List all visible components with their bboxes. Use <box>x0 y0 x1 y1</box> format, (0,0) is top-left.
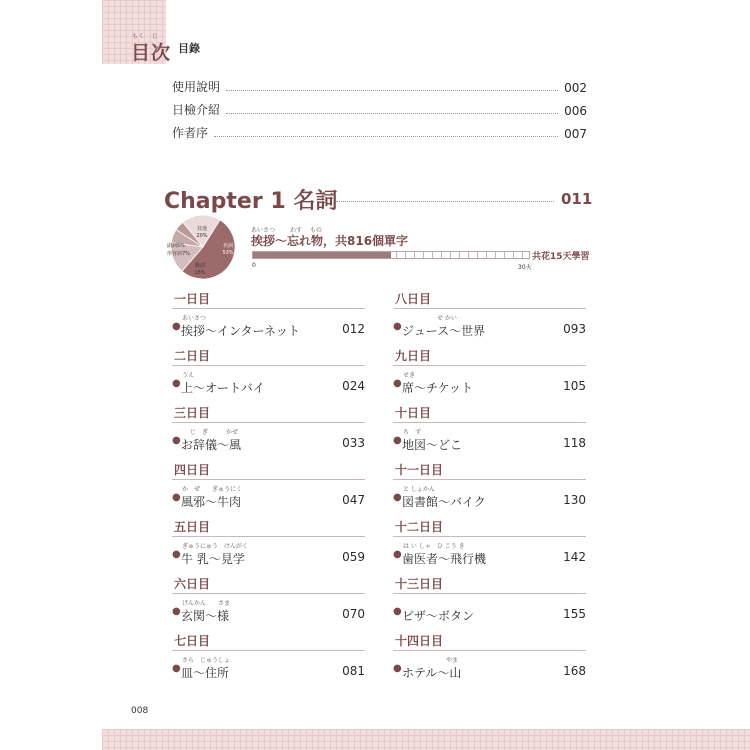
range-ruby-2: わす <box>290 227 303 234</box>
bullet-icon: ● <box>172 435 181 446</box>
leader-dots <box>226 90 558 91</box>
day-block <box>172 290 365 338</box>
day-entry-range: 図書館～バイク <box>402 495 486 509</box>
entry-ruby: と しょかん <box>403 486 435 493</box>
day-title: 四日目 <box>174 463 211 477</box>
day-entry[interactable] <box>393 315 586 338</box>
day-title: 十日目 <box>395 406 432 420</box>
entry-ruby: せ かい <box>437 315 457 322</box>
title-ruby-1: もく <box>132 33 145 40</box>
day-entry-page: 033 <box>342 436 365 450</box>
title-ruby-2: じ <box>152 33 159 40</box>
day-entry-page: 070 <box>342 607 365 621</box>
day-divider <box>172 650 365 651</box>
bullet-icon: ● <box>172 549 181 560</box>
day-divider <box>393 650 586 651</box>
day-block <box>172 632 365 680</box>
pie-value-verb: 16% <box>194 270 206 276</box>
pie-label-noun: 名詞 <box>222 243 234 249</box>
day-entry-range: 風邪～牛肉 <box>181 495 242 509</box>
day-entry-page: 093 <box>563 322 586 336</box>
day-divider <box>172 308 365 309</box>
entry-ruby: げんかん さま <box>182 600 231 607</box>
day-entry-range: 挨拶～インターネット <box>181 324 300 338</box>
day-block <box>393 575 586 623</box>
day-divider <box>172 479 365 480</box>
progress-scale-start: 0 <box>252 262 256 269</box>
pie-label-adjective: 形容詞7% <box>167 251 190 257</box>
day-title: 十一日目 <box>395 463 444 477</box>
bullet-icon: ● <box>172 663 181 674</box>
day-entry[interactable] <box>393 657 586 680</box>
day-block <box>172 404 365 452</box>
day-entry-range: 上～オートバイ <box>181 381 265 395</box>
bottom-pattern-strip <box>102 729 750 750</box>
day-block <box>393 632 586 680</box>
entry-ruby: うえ <box>182 372 195 379</box>
day-title: 十三日目 <box>395 577 444 591</box>
day-divider <box>393 479 586 480</box>
day-entry[interactable] <box>172 315 365 338</box>
pie-label-verb: 動詞 <box>194 263 206 269</box>
day-entry[interactable] <box>393 543 586 566</box>
day-entry[interactable] <box>172 486 365 509</box>
day-divider <box>393 308 586 309</box>
day-block <box>393 461 586 509</box>
day-entry-page: 081 <box>342 664 365 678</box>
bullet-icon: ● <box>172 492 181 503</box>
front-matter-row[interactable] <box>172 123 587 141</box>
day-title: 十四日目 <box>395 634 444 648</box>
progress-scale-end: 30天 <box>518 264 532 271</box>
day-entry-page: 024 <box>342 379 365 393</box>
day-entry-range: 皿～住所 <box>181 666 230 680</box>
entry-ruby: さら じゅうしょ <box>182 657 231 664</box>
bullet-icon: ● <box>393 663 402 674</box>
page-number: 008 <box>131 706 149 716</box>
day-entry[interactable] <box>172 600 365 623</box>
front-matter-label: 日檢介紹 <box>172 103 221 117</box>
day-title: 九日目 <box>395 349 432 363</box>
entry-ruby: ぎゅうにゅう けんがく <box>182 543 248 550</box>
range-ruby-1: あいさつ <box>251 227 276 234</box>
day-block <box>172 461 365 509</box>
day-entry-range: ホテル～山 <box>402 666 462 680</box>
day-block <box>393 404 586 452</box>
day-title: 三日目 <box>174 406 211 420</box>
day-entry-page: 142 <box>563 550 586 564</box>
day-divider <box>393 536 586 537</box>
day-block <box>393 290 586 338</box>
day-divider <box>393 593 586 594</box>
day-entry-page: 012 <box>342 322 365 336</box>
front-matter-page: 002 <box>564 81 587 95</box>
day-divider <box>172 593 365 594</box>
leader-dots <box>214 136 558 137</box>
entry-ruby: は い しゃ ひ こう き <box>403 543 465 550</box>
day-divider <box>393 365 586 366</box>
page-title: 目次 <box>131 42 172 64</box>
chapter-leader-dots <box>336 201 554 202</box>
day-entry[interactable] <box>393 429 586 452</box>
day-entry[interactable] <box>393 607 586 623</box>
study-progress-fill <box>253 252 391 258</box>
word-class-pie-chart <box>160 213 246 283</box>
day-entry-range: 席～チケット <box>402 381 473 395</box>
day-entry-page: 105 <box>563 379 586 393</box>
day-entry-page: 130 <box>563 493 586 507</box>
day-entry[interactable] <box>172 657 365 680</box>
day-title: 十二日目 <box>395 520 444 534</box>
bullet-icon: ● <box>393 378 402 389</box>
day-block <box>393 347 586 395</box>
day-entry-page: 059 <box>342 550 365 564</box>
front-matter-row[interactable] <box>172 77 587 95</box>
pie-value-other: 20% <box>196 233 208 239</box>
day-entry-range: ピザ～ボタン <box>402 609 475 623</box>
day-entry[interactable] <box>172 429 365 452</box>
bullet-icon: ● <box>172 378 181 389</box>
front-matter-row[interactable] <box>172 100 587 118</box>
entry-ruby: じ ぎ かぜ <box>190 429 239 436</box>
day-divider <box>172 536 365 537</box>
day-block <box>172 347 365 395</box>
day-block <box>172 518 365 566</box>
front-matter-page: 006 <box>564 104 587 118</box>
day-entry-range: ジュース～世界 <box>402 324 486 338</box>
bullet-icon: ● <box>172 606 181 617</box>
chapter-word-range: 挨拶～忘れ物，共816個單字 <box>251 234 409 248</box>
bullet-icon: ● <box>393 492 402 503</box>
entry-ruby: か ぜ ぎゅうにく <box>182 486 243 493</box>
day-entry[interactable] <box>172 372 365 395</box>
front-matter-label: 作者序 <box>172 126 209 140</box>
day-entry[interactable] <box>393 372 586 395</box>
day-divider <box>393 422 586 423</box>
range-ruby-3: もの <box>310 227 323 234</box>
pie-label-adverb: 副詞5% <box>167 243 185 249</box>
day-title: 六日目 <box>174 577 211 591</box>
page-subtitle: 目錄 <box>178 42 200 55</box>
pie-label-other: 其他 <box>196 226 208 232</box>
day-divider <box>172 422 365 423</box>
day-title: 二日目 <box>174 349 211 363</box>
leader-dots <box>226 113 558 114</box>
day-entry-range: 地図～どこ <box>402 438 463 452</box>
entry-ruby: ち ず <box>403 429 422 436</box>
bullet-icon: ● <box>393 321 402 332</box>
day-entry-range: 牛 乳～見学 <box>181 552 245 566</box>
day-entry-page: 155 <box>563 607 586 621</box>
study-progress-bar <box>252 251 530 259</box>
day-title: 八日目 <box>395 292 432 306</box>
bullet-icon: ● <box>172 321 181 332</box>
day-block <box>393 518 586 566</box>
day-entry-page: 047 <box>342 493 365 507</box>
bullet-icon: ● <box>393 606 402 617</box>
entry-ruby: せき <box>403 372 416 379</box>
pie-value-noun: 53% <box>222 250 234 256</box>
day-entry-page: 118 <box>563 436 586 450</box>
day-entry-range: 歯医者～飛行機 <box>402 552 487 566</box>
day-block <box>172 575 365 623</box>
bullet-icon: ● <box>393 549 402 560</box>
day-divider <box>172 365 365 366</box>
day-entry-page: 168 <box>563 664 586 678</box>
chapter-title: Chapter 1 名詞 <box>164 189 338 214</box>
front-matter-page: 007 <box>564 127 587 141</box>
day-entry[interactable] <box>393 486 586 509</box>
entry-ruby: やま <box>446 657 459 664</box>
day-entry-range: 玄関～様 <box>181 609 230 623</box>
entry-ruby: あいさつ <box>182 315 207 322</box>
day-entry-range: お辞儀～風 <box>181 438 242 452</box>
day-title: 一日目 <box>174 292 211 306</box>
bullet-icon: ● <box>393 435 402 446</box>
day-entry[interactable] <box>172 543 365 566</box>
chapter-page-number: 011 <box>561 190 593 208</box>
day-title: 五日目 <box>174 520 211 534</box>
front-matter-label: 使用說明 <box>172 80 221 94</box>
day-title: 七日目 <box>174 634 211 648</box>
study-progress-label: 共花15天學習 <box>532 252 590 262</box>
